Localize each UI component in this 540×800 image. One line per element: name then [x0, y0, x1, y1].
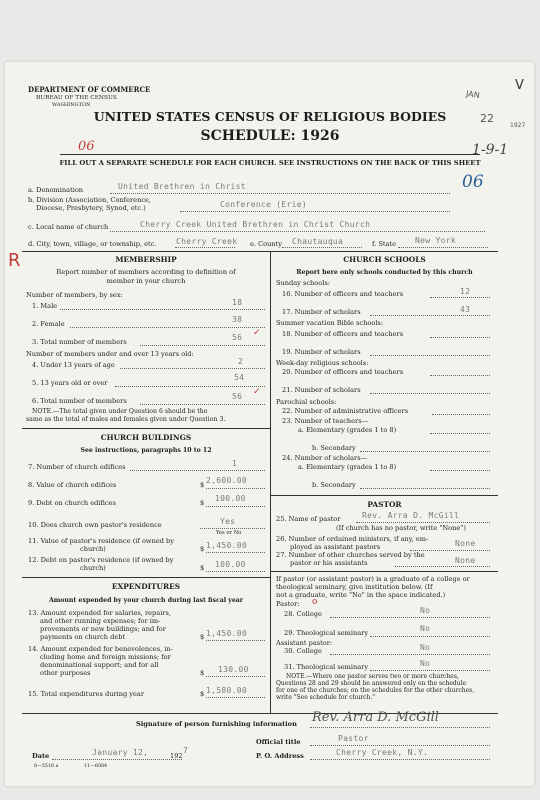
red-circle-mark: o	[312, 597, 318, 607]
bureau-label: BUREAU OF THE CENSUS	[36, 95, 117, 101]
checkmark-icon: ✓	[253, 328, 261, 338]
date-label: Date	[32, 752, 50, 760]
received-stamp-month: JAN	[465, 89, 481, 100]
q6-value[interactable]: 56	[232, 392, 243, 401]
q3-line	[140, 345, 265, 346]
denomination-line	[110, 193, 450, 194]
po-label: P. O. Address	[256, 752, 304, 760]
q25-hint: (If church has no pastor, write "None")	[336, 524, 466, 532]
membership-intro-1: Report number of members according to definition of	[56, 268, 236, 276]
rule-expenditures	[22, 577, 270, 578]
signature-value[interactable]: Rev. Arra D. McGill	[312, 710, 439, 725]
graduate-note-1: If pastor (or assistant pastor) is a graduate of a college or	[276, 575, 470, 583]
rule-pastor	[271, 495, 498, 496]
q12-value[interactable]: 100.00	[215, 560, 246, 569]
q13-label-4: payments on church debt	[40, 633, 126, 641]
q15-line	[206, 697, 265, 698]
q28-line	[330, 617, 490, 618]
division-label-2: Diocese, Presbytery, Synod, etc.)	[36, 204, 146, 212]
checkmark-icon: ✓	[253, 387, 261, 397]
q14-label-1: 14. Amount expended for benevolences, in-	[28, 645, 173, 653]
buildings-sub: See instructions, paragraphs 10 to 12	[80, 447, 212, 454]
pastor-note-2: Questions 28 and 29 should be answered only on the schedule	[276, 680, 467, 687]
under-over-label: Number of members under and over 13 years old:	[26, 350, 194, 358]
q9-value[interactable]: 100.00	[215, 494, 246, 503]
city-line	[175, 247, 235, 248]
summer-label: Summer vacation Bible schools:	[276, 319, 384, 327]
po-line	[310, 759, 490, 760]
q26-value[interactable]: None	[455, 539, 476, 548]
q24a-label: a. Elementary (grades 1 to 8)	[298, 463, 397, 471]
po-value[interactable]: Cherry Creek, N.Y.	[336, 748, 429, 757]
q29-value[interactable]: No	[420, 624, 431, 633]
schools-intro: Report here only schools conducted by this church	[296, 269, 473, 276]
graduate-note-2: theological seminary, give institution below. (If	[276, 583, 433, 591]
title-line	[310, 745, 490, 746]
q6-label: 6. Total number of members	[32, 397, 127, 405]
q16-value[interactable]: 12	[460, 287, 471, 296]
q28-label: 28. College	[284, 610, 322, 618]
q16-label: 16. Number of officers and teachers	[282, 290, 404, 298]
local-name-value[interactable]: Cherry Creek United Brethren in Christ Church	[140, 220, 371, 229]
date-year-end[interactable]: 7	[183, 746, 189, 755]
q24-label: 24. Number of scholars—	[282, 454, 368, 462]
state-value[interactable]: New York	[415, 236, 456, 245]
q27-label-2: pastor or his assistants	[290, 559, 368, 567]
q11-label-1: 11. Value of pastor's residence (if owned by	[28, 537, 174, 545]
q18-line	[430, 337, 490, 338]
instruction-line: FILL OUT A SEPARATE SCHEDULE FOR EACH CHURCH. SEE INSTRUCTIONS ON THE BACK OF THIS SHEET	[59, 159, 481, 167]
q17-value[interactable]: 43	[460, 305, 471, 314]
denomination-label: a. Denomination	[28, 186, 84, 194]
assistant-label: Assistant pastor:	[276, 639, 333, 647]
local-name-line	[110, 231, 485, 232]
pastor-heading: PASTOR	[367, 500, 402, 509]
q25-line	[356, 522, 490, 523]
q27-label-1: 27. Number of other churches served by the	[276, 551, 425, 559]
handwritten-v: V	[515, 78, 524, 93]
q2-value[interactable]: 38	[232, 315, 243, 324]
column-divider	[270, 251, 271, 714]
membership-intro-2: member in your church	[106, 277, 186, 285]
form-code-2: 11—6084	[84, 764, 108, 769]
q7-label: 7. Number of church edifices	[28, 463, 126, 471]
q10-label: 10. Does church own pastor's residence	[28, 521, 162, 529]
q10-hint: Yes or No	[216, 530, 242, 536]
q20-line	[430, 375, 490, 376]
q6-line	[140, 404, 265, 405]
q7-value[interactable]: 1	[232, 459, 238, 468]
q17-line	[370, 315, 490, 316]
q12-label-1: 12. Debt on pastor's residence (if owned by	[28, 556, 174, 564]
rule-buildings	[22, 428, 270, 429]
q12-line	[206, 571, 265, 572]
q14-label-4: other purposes	[40, 669, 91, 677]
q10-value[interactable]: Yes	[220, 517, 236, 526]
expenditures-heading: EXPENDITURES	[111, 582, 181, 591]
q30-label: 30. College	[284, 647, 322, 655]
q8-value[interactable]: 2,600.00	[206, 476, 247, 485]
date-line	[52, 759, 182, 760]
q31-line	[370, 670, 490, 671]
red-mark: R	[8, 250, 21, 271]
q14-dollar: $	[200, 669, 205, 677]
signature-line	[310, 727, 490, 728]
q5-line	[115, 386, 265, 387]
q5-value[interactable]: 54	[234, 373, 245, 382]
q23a-label: a. Elementary (grades 1 to 8)	[298, 426, 397, 434]
q29-label: 29. Theological seminary	[284, 629, 369, 637]
q22-label: 22. Number of administrative officers	[282, 407, 409, 415]
local-name-label: c. Local name of church	[28, 223, 109, 231]
title-value[interactable]: Pastor	[338, 734, 369, 743]
pastor-sub-label: Pastor:	[276, 600, 300, 608]
section-rule-top	[22, 251, 498, 252]
membership-note-1: NOTE.—The total given under Question 6 should be the	[32, 408, 208, 415]
city-value[interactable]: Cherry Creek	[176, 237, 238, 246]
received-stamp-day: 22	[480, 112, 494, 125]
state-line	[398, 247, 488, 248]
q13-label-2: and other running expenses; for im-	[40, 617, 161, 625]
title-rule	[60, 154, 480, 155]
q12-label-2: church)	[80, 564, 106, 572]
graduate-note-3: not a graduate, write "No" in the space indicated.)	[276, 591, 446, 599]
q15-value[interactable]: 1,580.00	[206, 686, 247, 695]
q4-label: 4. Under 13 years of age	[32, 361, 115, 369]
title-label: Official title	[256, 738, 301, 746]
city-field-label: d. City, town, village, or township, etc.	[28, 240, 157, 248]
schools-heading: CHURCH SCHOOLS	[343, 255, 426, 264]
county-label: e. County	[250, 240, 282, 248]
q15-dollar: $	[200, 690, 205, 698]
q4-value[interactable]: 2	[238, 357, 244, 366]
q1-value[interactable]: 18	[232, 298, 243, 307]
q26-label-1: 26. Number of ordained ministers, if any, em-	[276, 535, 429, 543]
schedule-title: SCHEDULE: 1926	[200, 128, 340, 144]
q13-line	[206, 640, 265, 641]
q3-value[interactable]: 56	[232, 333, 243, 342]
pastor-note-4: write "See schedule for church."	[276, 694, 376, 701]
q20-label: 20. Number of officers and teachers	[282, 368, 404, 376]
state-label: f. State	[372, 240, 397, 248]
division-value[interactable]: Conference (Erie)	[220, 200, 307, 209]
q21-label: 21. Number of scholars	[282, 386, 361, 394]
q24b-label: b. Secondary	[312, 481, 356, 489]
received-stamp-year: 1927	[510, 122, 526, 129]
q24b-line	[360, 488, 490, 489]
q5-label: 5. 13 years old or over	[32, 379, 108, 387]
q31-value[interactable]: No	[420, 659, 431, 668]
q9-dollar: $	[200, 499, 205, 507]
pastor-note-1: NOTE.—Where one pastor serves two or more churches,	[286, 673, 459, 680]
membership-note-2: same as the total of males and females given under Question 3.	[26, 416, 226, 423]
q13-label-1: 13. Amount expended for salaries, repairs,	[28, 609, 171, 617]
q11-label-2: church)	[80, 545, 106, 553]
expenditures-sub: Amount expended by your church during last fiscal year	[48, 597, 244, 604]
q1-line	[60, 309, 265, 310]
parochial-label: Parochial schools:	[276, 398, 337, 406]
q8-label: 8. Value of church edifices	[28, 481, 117, 489]
q12-dollar: $	[200, 564, 205, 572]
q28-value[interactable]: No	[420, 606, 431, 615]
q9-line	[206, 506, 265, 507]
buildings-heading: CHURCH BUILDINGS	[100, 433, 192, 442]
q2-line	[70, 327, 265, 328]
q8-line	[206, 488, 265, 489]
q13-dollar: $	[200, 633, 205, 641]
q31-label: 31. Theological seminary	[284, 663, 369, 671]
q23a-line	[430, 433, 490, 434]
q19-line	[370, 355, 490, 356]
date-year: 192	[170, 752, 183, 760]
q14-value[interactable]: 130.00	[218, 665, 249, 674]
date-value[interactable]: January 12,	[92, 748, 149, 757]
q9-label: 9. Debt on church edifices	[28, 499, 116, 507]
handwritten-code: 06	[462, 172, 484, 192]
q15-label: 15. Total expenditures during year	[28, 690, 144, 698]
county-value[interactable]: Chautauqua	[292, 237, 344, 246]
pastor-note-3: for one of the churches; on the schedules for the other churches,	[276, 687, 475, 694]
q23b-line	[360, 451, 490, 452]
membership-heading: MEMBERSHIP	[115, 255, 177, 264]
q14-label-2: cluding home and foreign missions; for	[40, 653, 171, 661]
q11-value[interactable]: 1,450.00	[206, 541, 247, 550]
q30-line	[330, 654, 490, 655]
q11-dollar: $	[200, 545, 205, 553]
q19-label: 19. Number of scholars	[282, 348, 361, 356]
denomination-value[interactable]: United Brethren in Christ	[118, 182, 246, 191]
q14-line	[206, 676, 265, 677]
q29-line	[370, 636, 490, 637]
handwritten-date: 1-9-1	[472, 142, 509, 158]
q18-label: 18. Number of officers and teachers	[282, 330, 404, 338]
form-code-1: 8—5516 a	[34, 764, 59, 769]
q22-line	[432, 414, 490, 415]
q21-line	[370, 393, 490, 394]
q27-value[interactable]: None	[455, 556, 476, 565]
q17-label: 17. Number of scholars	[282, 308, 361, 316]
q25-value[interactable]: Rev. Arra D. McGill	[362, 511, 460, 520]
q13-label-3: provements or new buildings; and for	[40, 625, 166, 633]
handwritten-06: 06	[78, 139, 95, 154]
form-title: UNITED STATES CENSUS OF RELIGIOUS BODIES	[93, 109, 447, 124]
q3-label: 3. Total number of members	[32, 338, 127, 346]
q25-label: 25. Name of pastor	[276, 515, 341, 523]
q11-line	[206, 552, 265, 553]
weekday-label: Week-day religious schools:	[276, 359, 369, 367]
division-label-1: b. Division (Association, Conference,	[28, 196, 152, 204]
dept-label: DEPARTMENT OF COMMERCE	[28, 85, 151, 94]
rule-graduate	[271, 571, 498, 572]
county-line	[282, 247, 362, 248]
q14-label-3: denominational support; and for all	[40, 661, 159, 669]
q8-dollar: $	[200, 481, 205, 489]
q23-label: 23. Number of teachers—	[282, 417, 369, 425]
by-sex-label: Number of members, by sex:	[26, 291, 123, 299]
q27-line	[395, 566, 490, 567]
q24a-line	[430, 470, 490, 471]
q26-label-2: ployed as assistant pastors	[290, 543, 381, 551]
q7-line	[130, 470, 265, 471]
division-line	[180, 211, 450, 212]
q30-value[interactable]: No	[420, 643, 431, 652]
city-label: WASHINGTON	[52, 102, 91, 108]
q13-value[interactable]: 1,450.00	[206, 629, 247, 638]
signature-label: Signature of person furnishing information	[136, 720, 297, 728]
q2-label: 2. Female	[32, 320, 65, 328]
q1-label: 1. Male	[32, 302, 58, 310]
sunday-label: Sunday schools:	[276, 279, 330, 287]
q4-line	[120, 368, 265, 369]
q23b-label: b. Secondary	[312, 444, 356, 452]
q16-line	[430, 297, 490, 298]
